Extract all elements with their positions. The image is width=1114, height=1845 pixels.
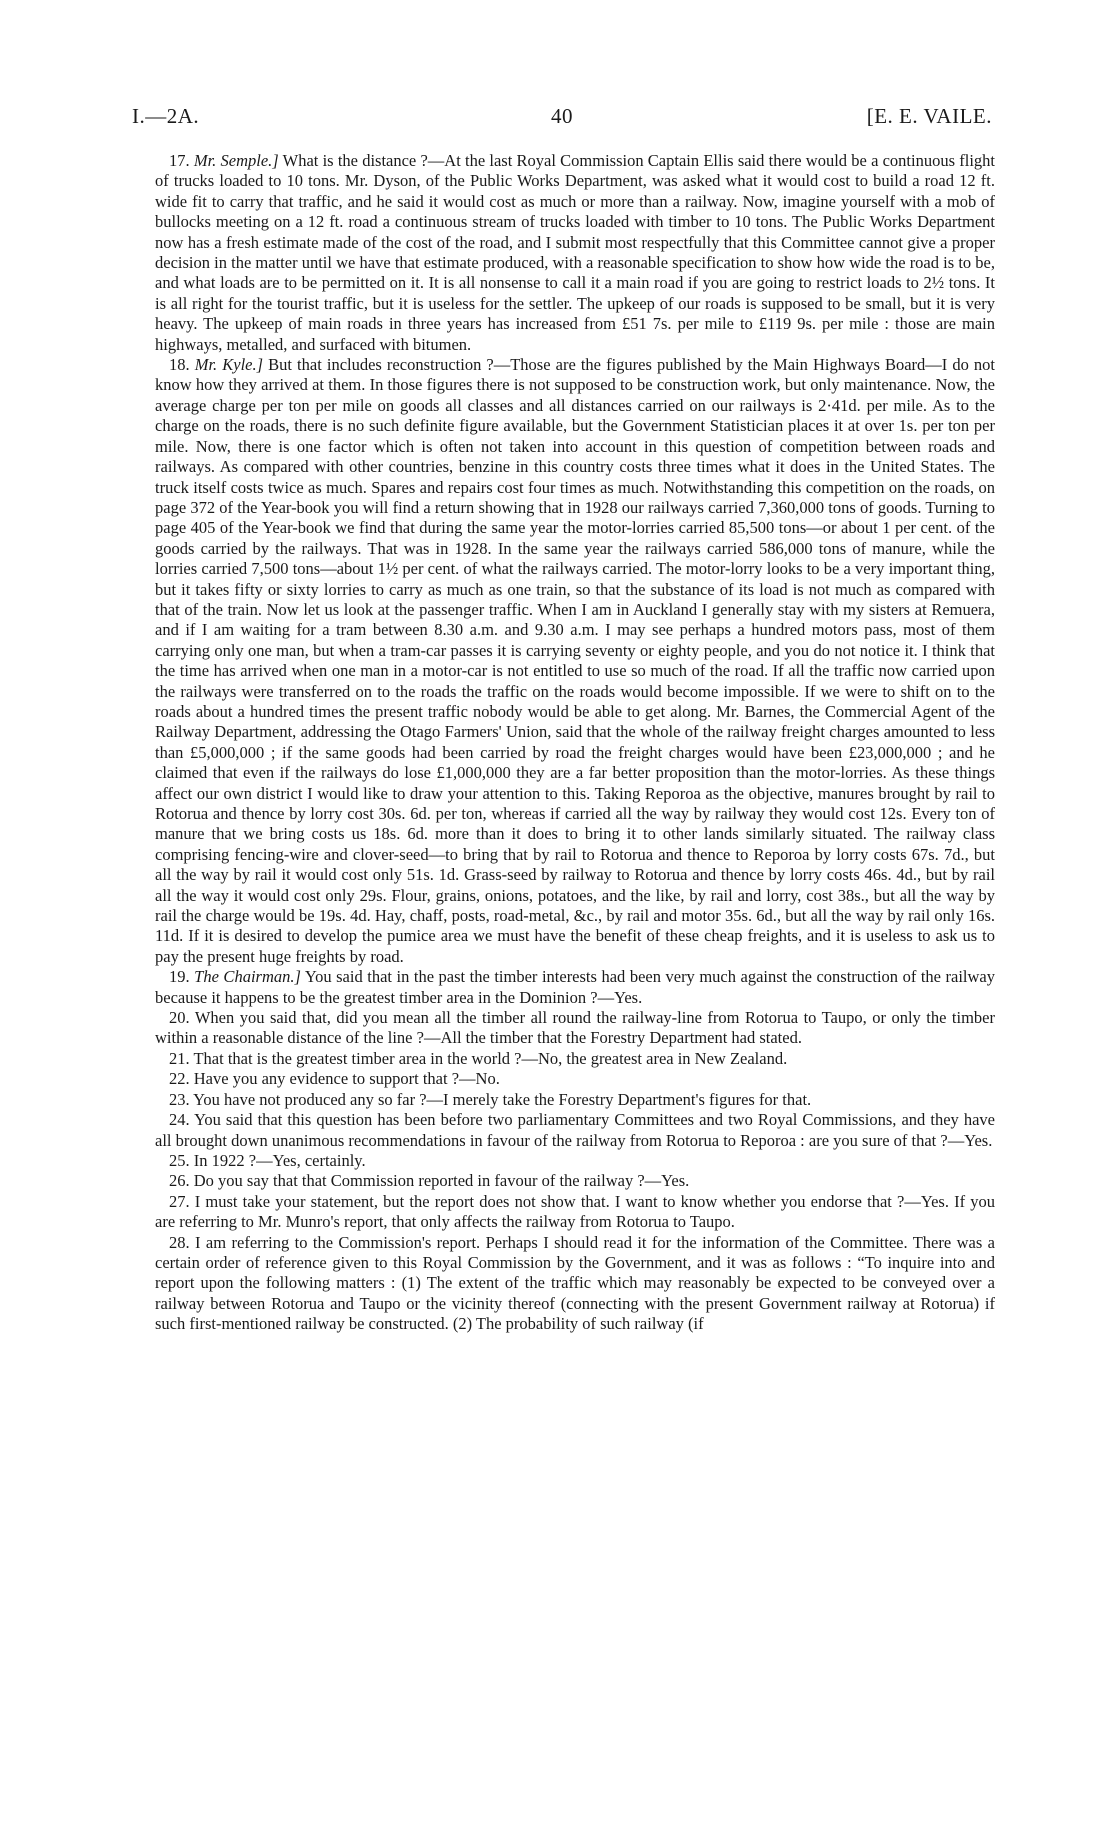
paragraph-24: [155, 1110, 995, 1151]
document-body: [155, 151, 995, 1335]
question-number: 22.: [169, 1069, 190, 1089]
paragraph-text: Do you say that that Commission reported in favour of the railway ?—Yes.: [189, 1171, 690, 1191]
paragraph-text: You said that in the past the timber interests had been very much against the construction of the railway because it happens to be the greatest timber area in the Dominion ?—Yes.: [155, 967, 996, 1007]
paragraph-text: I am referring to the Commission's report. Perhaps I should read it for the information of the Committee. There was a certain order of reference given to this Royal Commission by the Government, and it was as follows : “To inquire into and report upon the following matters : (1) The extent of the traffic which may reasonably be expected to be conveyed over a railway between Rotorua and Taupo or the vicinity thereof (connecting with the present Government railway at Rotorua) if such first-mentioned railway be constructed. (2) The probability of such railway (if: [155, 1232, 995, 1334]
paragraph-22: [155, 1069, 995, 1089]
paragraph-21: [155, 1049, 995, 1069]
paragraph-text: Have you any evidence to support that ?—No.: [189, 1069, 500, 1089]
question-number: 28.: [169, 1232, 190, 1252]
paragraph-text: What is the distance ?—At the last Royal Commission Captain Ellis said there would be a continuous flight of trucks loaded to 10 tons. Mr. Dyson, of the Public Works Department, was asked what it would cost to build a road 12 ft. wide fit to carry that traffic, and he said it would cost as much or more than a railway. Now, imagine yourself with a mob of bullocks meeting on a 12 ft. road a continuous stream of trucks loaded with timber to 10 tons. The Public Works Department now has a fresh estimate made of the cost of the road, and I submit most respectfully that this Committee cannot give a proper decision in the matter until we have that estimate produced, with a reasonable specification to show how wide the road is to be, and what loads are to be permitted on it. It is all nonsense to call it a main road if you are going to restrict loads to 2½ tons. It is all right for the tourist traffic, but it is useless for the settler. The upkeep of our roads is supposed to be small, but it is very heavy. The upkeep of main roads in three years has increased from £51 7s. per mile to £119 9s. per mile : those are main highways, metalled, and surfaced with bitumen.: [155, 151, 995, 354]
paragraph-28: [155, 1233, 995, 1335]
paragraph-text: You said that this question has been before two parliamentary Committees and two Royal Commissions, and they have all brought down unanimous recommendations in favour of the railway from Rotorua to Reporoa : are you sure of that ?—Yes.: [155, 1110, 995, 1150]
question-number: 21.: [169, 1048, 190, 1068]
question-number: 18.: [169, 355, 190, 375]
paragraph-18: [155, 355, 995, 967]
paragraph-text: That that is the greatest timber area in the world ?—No, the greatest area in New Zealand.: [189, 1048, 788, 1068]
paragraph-19: [155, 967, 995, 1008]
paragraph-text: But that includes reconstruction ?—Those are the figures published by the Main Highways Board—I do not know how they arrived at them. In those figures there is not supposed to be construction work, but only maintenance. Now, the average charge per ton per mile on goods all classes and all distances carried on our railways is 2·41d. per mile. As to the charge on the roads, there is no such definite figure available, but the Government Statistician places it at over 1s. per ton per mile. Now, there is one factor which is often not taken into account in this question of competition between roads and railways. As compared with other countries, benzine in this country costs three times what it does in the United States. The truck itself costs twice as much. Spares and repairs cost four times as much. Notwithstanding this competition on the roads, on page 372 of the Year-book you will find a return showing that in 1928 our railways carried 7,360,000 tons of goods. Turning to page 405 of the Year-book we find that during the same year the motor-lorries carried 85,500 tons—or about 1 per cent. of the goods carried by the railways. That was in 1928. In the same year the railways carried 586,000 tons of manure, while the lorries carried 7,500 tons—about 1½ per cent. of what the railways carried. The motor-lorry looks to be a very important thing, but it takes fifty or sixty lorries to carry as much as one train, so that the substance of its load is not much as compared with that of the train. Now let us look at the passenger traffic. When I am in Auckland I generally stay with my sisters at Remuera, and if I am waiting for a tram between 8.30 a.m. and 9.30 a.m. I may see perhaps a hundred motors pass, most of them carrying only one man, but when a tram-car passes it is carrying seventy or eighty people, and you do not notice it. I think that the time has arrived when one man in a motor-car is not entitled to use so much of the road. If all the traffic now carried upon the railways were transferred on to the roads the traffic on the roads would become impossible. If we were to shift on to the roads about a hundred times the present traffic nobody would be able to get along. Mr. Barnes, the Commercial Agent of the Railway Department, addressing the Otago Farmers' Union, said that the whole of the railway freight charges amounted to less than £5,000,000 ; if the same goods had been carried by road the freight charges would have been £23,000,000 ; and he claimed that even if the railways do lose £1,000,000 they are a far better proposition than the motor-lorries. As these things affect our own district I would like to draw your attention to this. Taking Reporoa as the objective, manures brought by rail to Rotorua and thence by lorry cost 30s. 6d. per ton, whereas if carried all the way by railway they would cost 12s. Every ton of manure that we bring costs us 18s. 6d. more than it does to bring it to other lands similarly situated. The railway class comprising fencing-wire and clover-seed—to bring that by rail to Rotorua and thence to Reporoa by lorry costs 67s. 7d., but all the way by rail it would cost only 51s. 1d. Grass-seed by railway to Rotorua and thence by lorry costs 46s. 4d., but by rail all the way it would cost only 29s. Flour, grains, onions, potatoes, and the like, by rail and lorry, cost 38s., but all the way by rail the charge would be 19s. 4d. Hay, chaff, posts, road-metal, &c., by rail and motor 35s. 6d., but all the way by rail only 16s. 11d. If it is desired to develop the pumice area we must have the benefit of these cheap freights, and it is useless to ask us to pay the present huge freights by road.: [155, 355, 996, 966]
paragraph-text: When you said that, did you mean all the timber all round the railway-line from Rotorua to Taupo, or only the timber within a reasonable distance of the line ?—All the timber that the Forestry Department had stated.: [155, 1008, 995, 1048]
paragraph-27: [155, 1192, 995, 1233]
paragraph-20: [155, 1008, 995, 1049]
question-number: 27.: [169, 1191, 190, 1211]
question-number: 17.: [169, 151, 190, 170]
document-reference: I.—2A.: [132, 104, 200, 128]
paragraph-25: [155, 1151, 995, 1171]
question-number: 20.: [169, 1008, 190, 1028]
question-number: 19.: [169, 967, 190, 987]
paragraph-26: [155, 1171, 995, 1191]
speaker: The Chairman.]: [194, 967, 301, 987]
speaker: Mr. Kyle.]: [194, 355, 264, 375]
question-number: 25.: [169, 1150, 190, 1170]
paragraph-23: [155, 1090, 995, 1110]
question-number: 23.: [169, 1089, 190, 1109]
page-number: 40: [551, 104, 573, 128]
page-header: [132, 104, 992, 134]
speaker: Mr. Semple.]: [193, 151, 279, 170]
witness-name: [E. E. VAILE.: [866, 104, 992, 128]
paragraph-17: [155, 151, 995, 355]
question-number: 26.: [169, 1171, 190, 1191]
paragraph-text: I must take your statement, but the report does not show that. I want to know whether you endorse that ?—Yes. If you are referring to Mr. Munro's report, that only affects the railway from Rotorua to Taupo.: [155, 1191, 995, 1232]
question-number: 24.: [169, 1110, 190, 1130]
paragraph-text: In 1922 ?—Yes, certainly.: [189, 1150, 366, 1170]
paragraph-text: You have not produced any so far ?—I merely take the Forestry Department's figures for that.: [189, 1089, 812, 1109]
